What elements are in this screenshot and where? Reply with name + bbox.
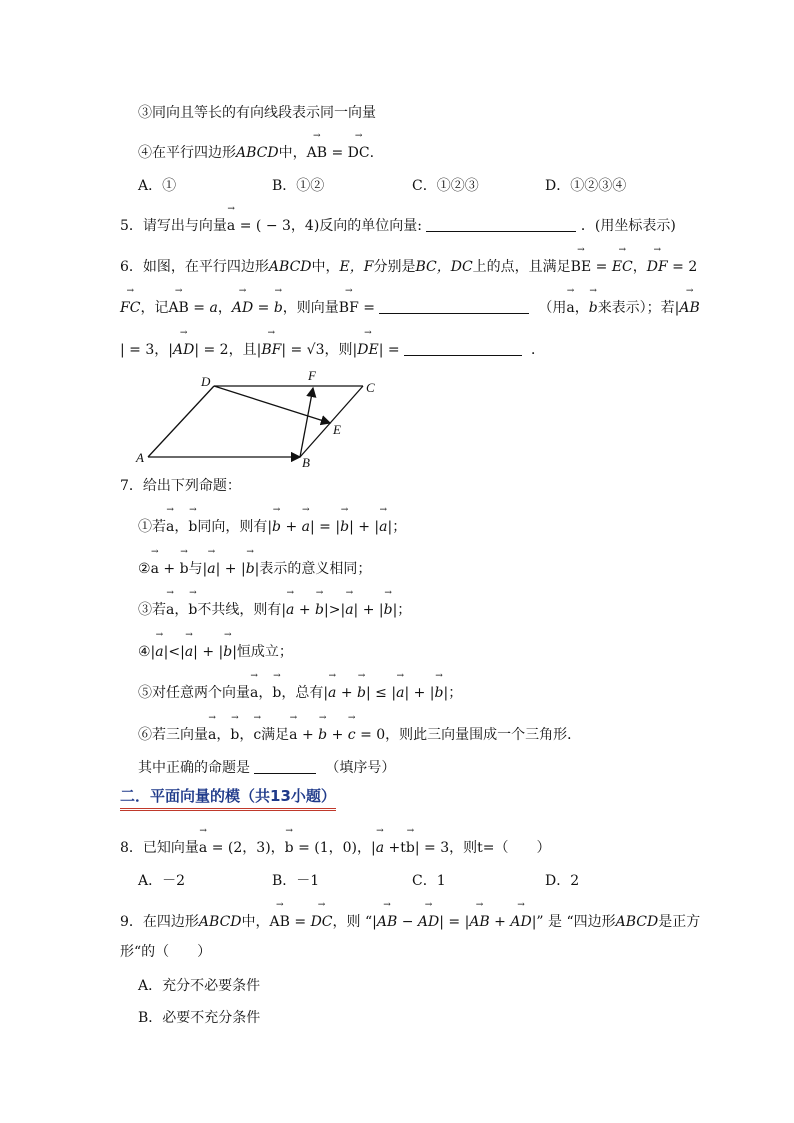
vector: → AD xyxy=(418,912,439,932)
vector: → a xyxy=(155,642,163,662)
text: = 2 xyxy=(667,259,698,275)
label-d: D xyxy=(201,374,211,389)
vector: → a xyxy=(396,683,404,703)
q7-item-6 xyxy=(138,725,581,745)
text: 8．已知向量 xyxy=(120,840,199,856)
text: | = √3，则| xyxy=(281,342,358,358)
text: 9．在四边形 xyxy=(120,914,199,930)
q9-line-1 xyxy=(120,912,700,932)
vector: → FC xyxy=(120,298,140,318)
vector-bf xyxy=(300,388,313,457)
text: ， xyxy=(258,685,273,701)
text: 6．如图，在平行四边形 xyxy=(120,259,269,275)
vector: → a xyxy=(207,559,215,579)
text: | = xyxy=(378,342,405,358)
vector: → DF xyxy=(647,257,668,277)
text: （用 xyxy=(538,300,567,316)
text: ，总有| xyxy=(281,685,329,701)
text: 中， xyxy=(241,914,270,930)
vector: → b xyxy=(272,517,281,537)
text: 与| xyxy=(188,561,208,577)
vector: → a xyxy=(376,838,384,858)
text: = xyxy=(327,145,348,161)
vector: → AD xyxy=(232,298,253,318)
vector: → a xyxy=(345,600,353,620)
text: + xyxy=(327,727,348,743)
q6-line-2 xyxy=(120,298,700,318)
text: − xyxy=(397,914,418,930)
q8-option-a[interactable]: A．－2 xyxy=(138,873,186,889)
text: ， xyxy=(632,259,647,275)
vector: → BE xyxy=(571,257,592,277)
text: 中， xyxy=(278,145,307,161)
vector: → b xyxy=(285,838,294,858)
text: ② xyxy=(138,561,151,577)
text: + xyxy=(489,914,511,930)
vector: → a xyxy=(227,216,235,236)
text: 中， xyxy=(311,259,340,275)
parallelogram-figure xyxy=(130,368,380,473)
answer-blank[interactable] xyxy=(379,299,529,314)
text: |” 是 “四边形 xyxy=(531,914,616,930)
text: |<| xyxy=(163,644,185,660)
text: 5．请写出与向量 xyxy=(120,218,227,234)
text: | = | xyxy=(439,914,470,930)
vector: → b xyxy=(384,600,393,620)
vector: → AB xyxy=(377,912,397,932)
vector: → a xyxy=(199,838,207,858)
text: ， xyxy=(217,300,232,316)
text: ⑤对任意两个向量 xyxy=(138,685,250,701)
vector: → b xyxy=(274,298,283,318)
text: = (1，0)，| xyxy=(293,840,376,856)
vector: → a xyxy=(566,298,574,318)
edge-bc xyxy=(300,386,363,457)
text: | + | xyxy=(353,602,384,618)
vector: → a xyxy=(302,517,310,537)
q8-option-c[interactable]: C．1 xyxy=(412,873,446,889)
vector: → b xyxy=(223,642,232,662)
vector: → a xyxy=(151,559,159,579)
vector: → AB xyxy=(168,298,188,318)
vector: → a xyxy=(286,600,294,620)
q7-item-3 xyxy=(138,600,411,620)
text: ．(用坐标表示) xyxy=(580,218,676,234)
text: = xyxy=(188,300,210,316)
vector: → a xyxy=(250,683,258,703)
vector: → a xyxy=(289,725,297,745)
vector: → a xyxy=(185,642,193,662)
vector: → c xyxy=(348,725,356,745)
q8-option-b[interactable]: B．－1 xyxy=(272,873,320,889)
text: | + | xyxy=(215,561,246,577)
vector: → a xyxy=(379,517,387,537)
text: = 0，则此三向量围成一个三角形． xyxy=(355,727,582,743)
text: ， xyxy=(216,727,231,743)
vector: → AB xyxy=(270,912,290,932)
vector: → BF xyxy=(339,298,359,318)
text: ，则向量 xyxy=(282,300,339,316)
text: 上的点，且满足 xyxy=(472,259,571,275)
q4-option-b[interactable]: B．①② xyxy=(272,178,325,194)
text: 其中正确的命题是 xyxy=(138,760,250,776)
text: 满足 xyxy=(261,727,290,743)
q4-item-4 xyxy=(138,143,374,163)
text: = ( − 3，4)反向的单位向量: xyxy=(235,218,422,234)
text: BC，DC xyxy=(415,259,473,275)
q7-item-5 xyxy=(138,683,462,703)
vector: → DE xyxy=(357,340,378,360)
vector: → b xyxy=(357,683,366,703)
q4-option-c[interactable]: C．①②③ xyxy=(412,178,479,194)
edge-ad xyxy=(148,386,214,457)
text: | = 2，且| xyxy=(194,342,262,358)
vector: → c xyxy=(253,725,261,745)
text: |； xyxy=(387,519,407,535)
text: + xyxy=(158,561,180,577)
text: ④在平行四边形 xyxy=(138,145,236,161)
vector: → b xyxy=(435,683,444,703)
text: 同向，则有| xyxy=(197,519,273,535)
text: 分别是 xyxy=(373,259,416,275)
text: E，F xyxy=(339,259,374,275)
vector: → AD xyxy=(173,340,194,360)
text: . xyxy=(369,145,375,161)
vector: → DC xyxy=(311,912,333,932)
label-e: E xyxy=(333,422,341,437)
vector: → DC xyxy=(348,143,370,163)
text: ⑥若三向量 xyxy=(138,727,208,743)
text: ABCD xyxy=(198,914,242,930)
vector: → b xyxy=(246,559,255,579)
label-f: F xyxy=(308,368,316,383)
vector: → AB xyxy=(679,298,699,318)
vector: → b xyxy=(272,683,281,703)
vector: → b xyxy=(315,600,324,620)
text: = xyxy=(253,300,274,316)
text: | = 3，则t=（ ） xyxy=(414,840,551,856)
text: ABCD xyxy=(236,145,279,161)
answer-blank[interactable] xyxy=(404,341,522,356)
q7-item-4 xyxy=(138,642,293,662)
text: = (2，3)， xyxy=(207,840,285,856)
text: |； xyxy=(443,685,463,701)
text: | + | xyxy=(404,685,435,701)
q8 xyxy=(120,838,550,858)
text: | = 3，| xyxy=(120,342,173,358)
text: ①若 xyxy=(138,519,166,535)
q9-option-a[interactable]: A．充分不必要条件 xyxy=(138,978,261,994)
text: ，记 xyxy=(140,300,169,316)
vector: → AD xyxy=(510,912,531,932)
text: = xyxy=(289,914,311,930)
text: 不共线，则有| xyxy=(197,602,287,618)
vector: → b xyxy=(340,517,349,537)
text: = xyxy=(591,259,612,275)
vector: → a xyxy=(328,683,336,703)
section-heading: 二．平面向量的模（共13小题） xyxy=(120,785,336,811)
text: ， xyxy=(574,300,589,316)
text: |表示的意义相同； xyxy=(254,561,372,577)
text: ， xyxy=(174,602,189,618)
vector: → b xyxy=(188,517,197,537)
text: = xyxy=(358,300,380,316)
answer-blank[interactable] xyxy=(254,759,316,774)
vector: → b xyxy=(180,559,189,579)
text: | + | xyxy=(193,644,224,660)
text: | + | xyxy=(349,519,380,535)
vector: → a xyxy=(166,517,174,537)
text: ABCD xyxy=(615,914,659,930)
q4-option-a[interactable]: A．① xyxy=(138,178,177,194)
vector: → b xyxy=(589,298,598,318)
text: +t xyxy=(384,840,406,856)
vector: → b xyxy=(230,725,239,745)
answer-blank[interactable] xyxy=(426,217,576,232)
text: |； xyxy=(392,602,412,618)
text: ④| xyxy=(138,644,156,660)
text: ， xyxy=(239,727,254,743)
text: 是正方 xyxy=(658,914,701,930)
text: ，则 “| xyxy=(332,914,377,930)
q7-title: 7．给出下列命题： xyxy=(120,478,241,494)
vector: → AB xyxy=(469,912,489,932)
vector: → b xyxy=(188,600,197,620)
text: | ≤ | xyxy=(366,685,397,701)
q9-option-b[interactable]: B．必要不充分条件 xyxy=(138,1010,261,1026)
text: ABCD xyxy=(268,259,312,275)
q7-answer xyxy=(138,758,395,778)
text: | = | xyxy=(310,519,341,535)
q6-line-3 xyxy=(120,340,545,360)
text: ， xyxy=(174,519,189,535)
q4-option-d[interactable]: D．①②③④ xyxy=(545,178,627,194)
q9-line-2: 形“的（ ） xyxy=(120,944,212,960)
label-b: B xyxy=(302,455,310,470)
vector: → b xyxy=(318,725,327,745)
label-c: C xyxy=(366,380,375,395)
text: a xyxy=(209,300,218,316)
text: + xyxy=(297,727,319,743)
vector: → BF xyxy=(261,340,281,360)
q4-item-3: ③同向且等长的有向线段表示同一向量 xyxy=(138,105,376,121)
vector: → b xyxy=(406,838,415,858)
text: （填序号） xyxy=(325,760,396,776)
q7-item-2 xyxy=(138,559,371,579)
text: ③若 xyxy=(138,602,166,618)
text: |恒成立； xyxy=(232,644,293,660)
text: + xyxy=(294,602,316,618)
text: ． xyxy=(530,342,545,358)
q8-option-d[interactable]: D．2 xyxy=(545,873,580,889)
text: 来表示）；若| xyxy=(597,300,680,316)
text: |>| xyxy=(324,602,346,618)
q6-line-1 xyxy=(120,257,697,277)
q5 xyxy=(120,216,676,236)
vector: → a xyxy=(166,600,174,620)
vector: → AB xyxy=(307,143,327,163)
q7-item-1 xyxy=(138,517,406,537)
vector: → EC xyxy=(612,257,633,277)
text: + xyxy=(336,685,358,701)
label-a: A xyxy=(136,450,144,465)
text: + xyxy=(281,519,302,535)
vector: → a xyxy=(208,725,216,745)
